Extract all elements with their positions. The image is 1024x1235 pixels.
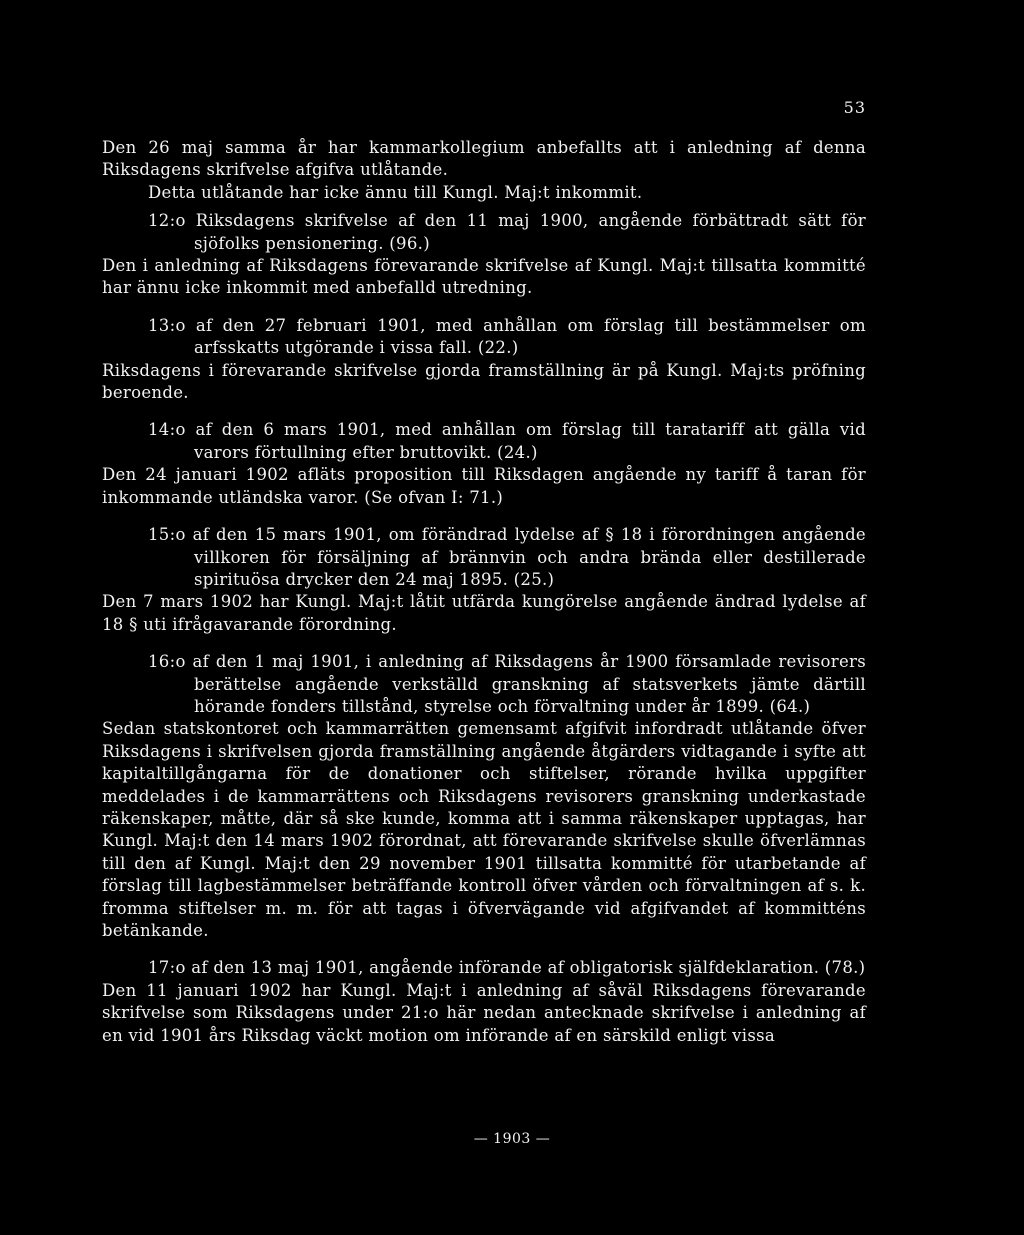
paragraph-statskontoret-kammarratten: Sedan statskontoret och kammarrätten gemensamt afgifvit infordradt utlåtande öfver Riksdagens i skrifvelsen gjorda framställning angående åtgärders vidtagande i syfte att kapitaltillgångarna för de donationer och stiftelser, rörande hvilka uppgifter meddelades i de kammarrättens och Riksdagens revisorers granskning underkastade räkenskaper, måtte, där så ske kunde, komma att i samma räkenskaper upptagas, har Kungl. Maj:t den 14 mars 1902 förordnat, att förevarande skrifvelse skulle öfverlämnas till den af Kungl. Maj:t den 29 november 1901 tillsatta kommitté för utarbetande af förslag till lagbestämmelser beträffande kontroll öfver vården och förvaltningen af s. k. fromma stiftelser m. m. för att tagas i öfvervägande vid afgifvandet af kommitténs betänkande. (102, 719, 866, 940)
item-15-brannvin: 15:o af den 15 mars 1901, om förändrad lydelse af § 18 i förordningen angående villkoren för försäljning af brännvin och andra brända eller destillerade spirituösa drycker den 24 maj 1895. (25.) (148, 525, 866, 589)
page-footer-year: — 1903 — (473, 1131, 551, 1147)
document-body (102, 137, 866, 1047)
spacer (102, 942, 866, 957)
item-12-sjofolks-pensionering: 12:o Riksdagens skrifvelse af den 11 maj 1900, angående förbättradt sätt för sjöfolks pensionering. (96.) (148, 211, 866, 253)
spacer (102, 404, 866, 419)
paragraph-utlatande-ej-inkommit: Detta utlåtande har icke ännu till Kungl. Maj:t inkommit. (148, 182, 643, 202)
paragraph-kommitte-utredning: Den i anledning af Riksdagens förevarande skrifvelse af Kungl. Maj:t tillsatta kommitté har ännu icke inkommit med anbefalld utredning. (102, 256, 866, 298)
spacer (102, 300, 866, 315)
item-14-taratariff: 14:o af den 6 mars 1901, med anhållan om förslag till taratariff att gälla vid varors förtullning efter bruttovikt. (24.) (148, 420, 866, 462)
paragraph-taratariff-proposition: Den 24 januari 1902 afläts proposition till Riksdagen angående ny tariff å taran för inkommande utländska varor. (Se ofvan I: 71.) (102, 465, 866, 507)
paragraph-sjalfdeklaration-beslut: Den 11 januari 1902 har Kungl. Maj:t i anledning af såväl Riksdagens förevarande skrifvelse som Riksdagens under 21:o här nedan antecknade skrifvelse i anledning af en vid 1901 års Riksdag väckt motion om införande af en särskild enligt vissa (102, 980, 866, 1045)
item-16-revisorers-berattelse: 16:o af den 1 maj 1901, i anledning af Riksdagens år 1900 församlade revisorers berättelse angående verkställd granskning af statsverkets jämte därtill hörande fonders tillstånd, styrelse och förvaltning under år 1899. (64.) (148, 652, 866, 716)
paragraph-arfsskatt-profning: Riksdagens i förevarande skrifvelse gjorda framställning är på Kungl. Maj:ts pröfning beroende. (102, 360, 866, 403)
spacer (102, 636, 866, 651)
item-13-arfsskatt: 13:o af den 27 februari 1901, med anhållan om förslag till bestämmelser om arfsskatts utgörande i vissa fall. (22.) (148, 315, 866, 358)
item-17-sjalfdeklaration: 17:o af den 13 maj 1901, angående införande af obligatorisk själfdeklaration. (78.) (148, 958, 866, 978)
paragraph-kammarkollegium: Den 26 maj samma år har kammarkollegium anbefallts att i anledning af denna Riksdagens skrifvelse afgifva utlåtande. (102, 138, 866, 180)
paragraph-brannvin-kungorelse: Den 7 mars 1902 har Kungl. Maj:t låtit utfärda kungörelse angående ändrad lydelse af 18 § uti ifrågavarande förordning. (102, 592, 866, 634)
page-number: 53 (843, 98, 866, 117)
spacer (102, 509, 866, 524)
